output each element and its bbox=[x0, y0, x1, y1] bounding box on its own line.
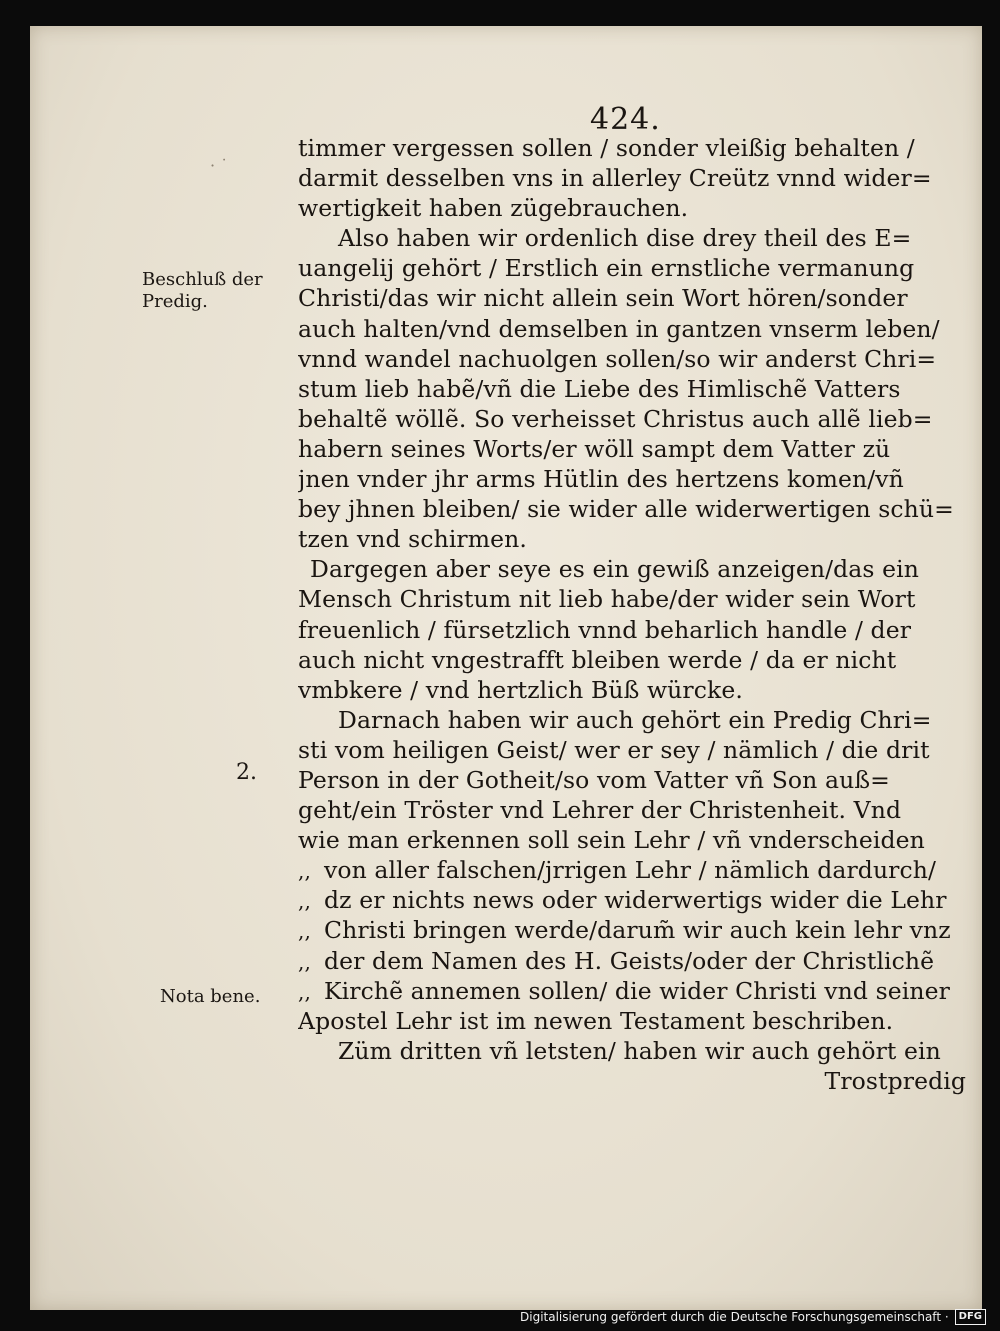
footer-text: Digitalisierung gefördert durch die Deutsche Forschungsgemeinschaft · bbox=[520, 1310, 949, 1324]
dfg-logo-icon: DFG bbox=[955, 1309, 986, 1325]
quote-mark: ,, bbox=[298, 979, 311, 1004]
text-line: Apostel Lehr ist im newen Testament beschriben. bbox=[298, 1006, 894, 1035]
text-line-content: Christi bringen werde/darum̃ wir auch kein lehr vnz bbox=[324, 916, 951, 945]
text-line: wertigkeit haben zügebrauchen. bbox=[298, 194, 689, 223]
text-line: jnen vnder jhr arms Hütlin des hertzens komen/vñ bbox=[298, 465, 904, 494]
page-number: 424. bbox=[590, 102, 661, 137]
text-line: Christi/das wir nicht allein sein Wort hören/sonder bbox=[298, 284, 908, 313]
text-line: Person in der Gotheit/so vom Vatter vñ Son auß= bbox=[298, 765, 890, 794]
text-line: vmbkere / vnd hertzlich Büß würcke. bbox=[298, 675, 743, 704]
text-line: wie man erkennen soll sein Lehr / vñ vnderscheiden bbox=[298, 826, 925, 855]
text-line: sti vom heiligen Geist/ wer er sey / nämlich / die drit bbox=[298, 735, 930, 764]
text-line: uangelij gehört / Erstlich ein ernstliche vermanung bbox=[298, 254, 915, 283]
text-line bbox=[298, 946, 972, 976]
text-line: vnnd wandel nachuolgen sollen/so wir anderst Chri= bbox=[298, 344, 937, 373]
text-line: bey jhnen bleiben/ sie wider alle widerwertigen schü= bbox=[298, 495, 954, 524]
text-line: Dargegen aber seye es ein gewiß anzeigen/das ein bbox=[310, 555, 919, 584]
body-text bbox=[298, 133, 972, 1096]
text-line: Mensch Christum nit lieb habe/der wider sein Wort bbox=[298, 585, 916, 614]
text-line: Darnach haben wir auch gehört ein Predig Chri= bbox=[338, 705, 932, 734]
quote-mark: ,, bbox=[298, 919, 311, 944]
text-line: geht/ein Tröster vnd Lehrer der Christenheit. Vnd bbox=[298, 796, 902, 825]
text-line: auch nicht vngestrafft bleiben werde / da er nicht bbox=[298, 645, 897, 674]
marginal-note-number: 2. bbox=[236, 760, 257, 785]
text-line-content: Kirchẽ annemen sollen/ die wider Christi vnd seiner bbox=[324, 976, 950, 1005]
text-line bbox=[298, 976, 972, 1006]
catchword: Trostpredig bbox=[824, 1066, 966, 1095]
text-line bbox=[298, 855, 972, 885]
quote-mark: ,, bbox=[298, 949, 311, 974]
text-line: Also haben wir ordenlich dise drey theil des E= bbox=[338, 224, 912, 253]
document-page bbox=[30, 26, 982, 1310]
text-line: habern seines Worts/er wöll sampt dem Vatter zü bbox=[298, 434, 891, 463]
quote-mark: ,, bbox=[298, 889, 311, 914]
text-line: Züm dritten vñ letsten/ haben wir auch gehört ein bbox=[338, 1036, 941, 1065]
text-line: freuenlich / fürsetzlich vnnd beharlich handle / der bbox=[298, 615, 912, 644]
marginal-note-nota-bene: Nota bene. bbox=[160, 986, 261, 1007]
marginal-note-line: Beschluß der bbox=[142, 269, 263, 290]
text-line-content: von aller falschen/jrrigen Lehr / nämlich dardurch/ bbox=[324, 856, 937, 885]
text-line: tzen vnd schirmen. bbox=[298, 525, 527, 554]
footer-credit bbox=[520, 1309, 986, 1325]
text-line: stum lieb habẽ/vñ die Liebe des Himlischẽ Vatters bbox=[298, 374, 901, 403]
text-line: auch halten/vnd demselben in gantzen vnserm leben/ bbox=[298, 314, 940, 343]
text-line: timmer vergessen sollen / sonder vleißig behalten / bbox=[298, 134, 915, 162]
quote-mark: ,, bbox=[298, 859, 311, 884]
margin-specks: · ˙ bbox=[210, 156, 229, 175]
marginal-note-line: Predig. bbox=[142, 291, 208, 312]
text-line bbox=[298, 885, 972, 915]
text-line-content: dz er nichts news oder widerwertigs wider die Lehr bbox=[324, 886, 947, 915]
text-line: behaltẽ wöllẽ. So verheisset Christus auch allẽ lieb= bbox=[298, 404, 933, 433]
text-line-content: der dem Namen des H. Geists/oder der Christlichẽ bbox=[324, 946, 935, 975]
text-line bbox=[298, 915, 972, 945]
text-line: darmit desselben vns in allerley Creütz vnnd wider= bbox=[298, 164, 932, 193]
marginal-note-conclusion bbox=[142, 269, 263, 313]
